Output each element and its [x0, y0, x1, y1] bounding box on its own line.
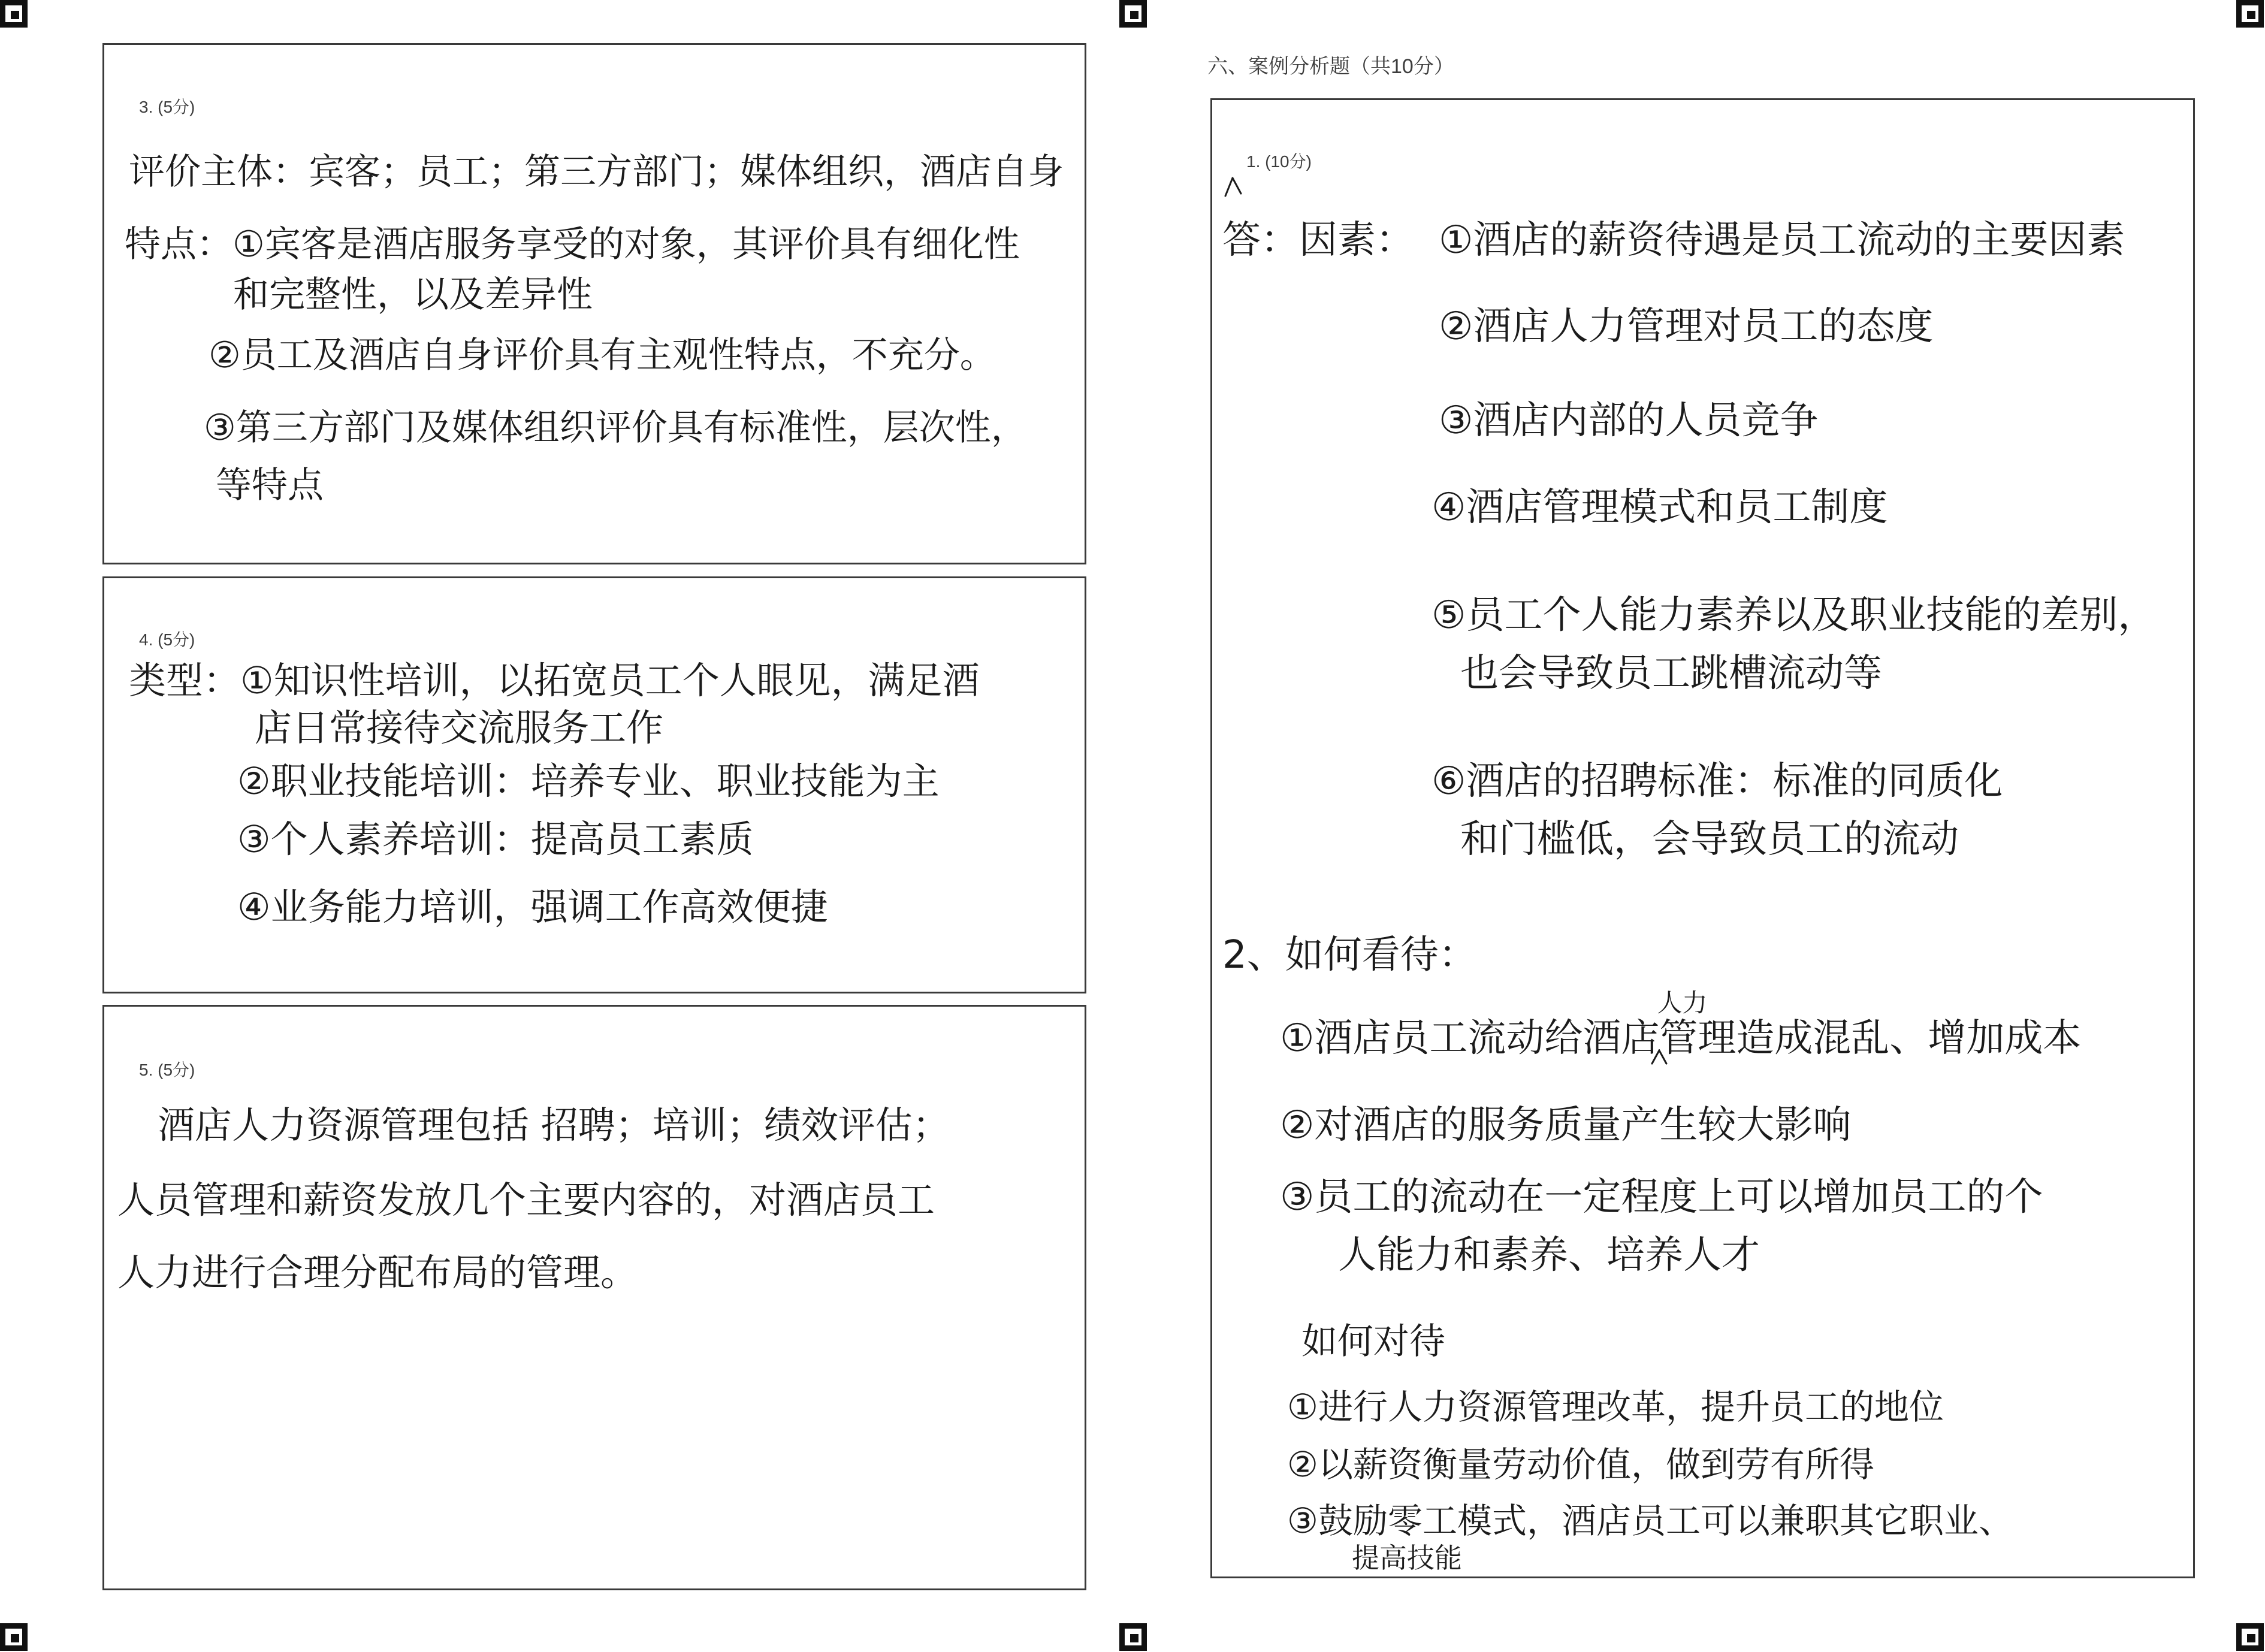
factor-line-1: ①酒店的薪资待遇是员工流动的主要因素: [1439, 218, 2125, 262]
section-title: 六、案例分析题（共10分）: [1207, 55, 1454, 78]
alignment-marker-top-left: [0, 0, 28, 28]
alignment-marker-bottom-right: [2236, 1623, 2264, 1651]
q3-answer-line-6: 等特点: [216, 464, 324, 506]
q4-answer-line-4: ③个人素养培训：提高员工素质: [237, 817, 754, 861]
view-line-1-part-a: ①酒店员工流动给酒店: [1280, 1016, 1660, 1061]
q3-answer-line-5: ③第三方部门及媒体组织评价具有标准性，层次性，: [204, 407, 1027, 449]
q4-answer-line-1: 类型：①知识性培训，以拓宽员工个人眼见，满足酒: [129, 659, 980, 702]
handwritten-number-mark: [1221, 176, 1245, 200]
question-label-case-q1: 1. (10分): [1246, 152, 1312, 171]
answer-box-q3: [102, 43, 1086, 564]
factor-line-3: ③酒店内部的人员竞争: [1439, 398, 1819, 443]
question-label-q4: 4. (5分): [139, 630, 195, 649]
measure-line-3-continued: 提高技能: [1352, 1542, 1462, 1574]
view-line-3: ③员工的流动在一定程度上可以增加员工的个: [1280, 1175, 2043, 1219]
q5-answer-line-2: 人员管理和薪资发放几个主要内容的，对酒店员工: [117, 1178, 935, 1222]
inserted-text: 人力: [1657, 988, 1708, 1017]
answer-box-q4: [102, 576, 1086, 993]
factor-line-5: ⑤员工个人能力素养以及职业技能的差别，: [1432, 593, 2157, 638]
measure-line-2: ②以薪资衡量劳动价值，做到劳有所得: [1287, 1444, 1874, 1485]
question-label-q3: 3. (5分): [139, 98, 195, 116]
factor-line-4: ④酒店管理模式和员工制度: [1432, 485, 1888, 530]
alignment-marker-top-right: [2236, 0, 2264, 28]
measure-line-3: ③鼓励零工模式，酒店员工可以兼职其它职业、: [1287, 1500, 2013, 1541]
factor-line-6-continued: 和门槛低，会导致员工的流动: [1460, 817, 1959, 862]
answer-prefix: 答：因素：: [1222, 218, 1414, 262]
view-line-2: ②对酒店的服务质量产生较大影响: [1280, 1103, 1852, 1147]
measure-line-1: ①进行人力资源管理改革，提升员工的地位: [1287, 1387, 1944, 1427]
q3-answer-line-1: 评价主体：宾客；员工；第三方部门；媒体组织，酒店自身: [129, 151, 1064, 193]
view-line-1: [1280, 988, 2082, 1061]
part2-title: 2、如何看待：: [1222, 933, 1477, 977]
insertion-caret-icon: [1651, 1049, 1668, 1065]
alignment-marker-top-center: [1119, 0, 1147, 28]
factor-line-2: ②酒店人力管理对员工的态度: [1439, 304, 1934, 349]
view-line-1-part-b: 管理造成混乱、增加成本: [1659, 1016, 2082, 1061]
factor-line-6: ⑥酒店的招聘标准：标准的同质化: [1432, 759, 2003, 804]
factor-line-5-continued: 也会导致员工跳槽流动等: [1460, 651, 1882, 696]
part3-title: 如何对待: [1301, 1321, 1445, 1363]
alignment-marker-bottom-center: [1119, 1623, 1147, 1651]
q4-answer-line-3: ②职业技能培训：培养专业、职业技能为主: [237, 759, 940, 803]
view-line-3-continued: 人能力和素养、培养人才: [1338, 1233, 1760, 1277]
question-label-q5: 5. (5分): [139, 1061, 195, 1079]
q5-answer-line-1: 酒店人力资源管理包括 招聘；培训；绩效评估；: [158, 1103, 950, 1147]
answer-box-q5: [102, 1005, 1086, 1590]
alignment-marker-bottom-left: [0, 1623, 28, 1651]
answer-box-case-q1: [1210, 98, 2195, 1578]
q3-answer-line-2: 特点：①宾客是酒店服务享受的对象，其评价具有细化性: [125, 224, 1020, 265]
q4-answer-line-2: 店日常接待交流服务工作: [255, 706, 664, 750]
q3-answer-line-4: ②员工及酒店自身评价具有主观性特点，不充分。: [209, 334, 996, 376]
q4-answer-line-5: ④业务能力培训，强调工作高效便捷: [237, 885, 828, 929]
q5-answer-line-3: 人力进行合理分配布局的管理。: [117, 1251, 638, 1294]
q3-answer-line-3: 和完整性，以及差异性: [233, 274, 593, 316]
